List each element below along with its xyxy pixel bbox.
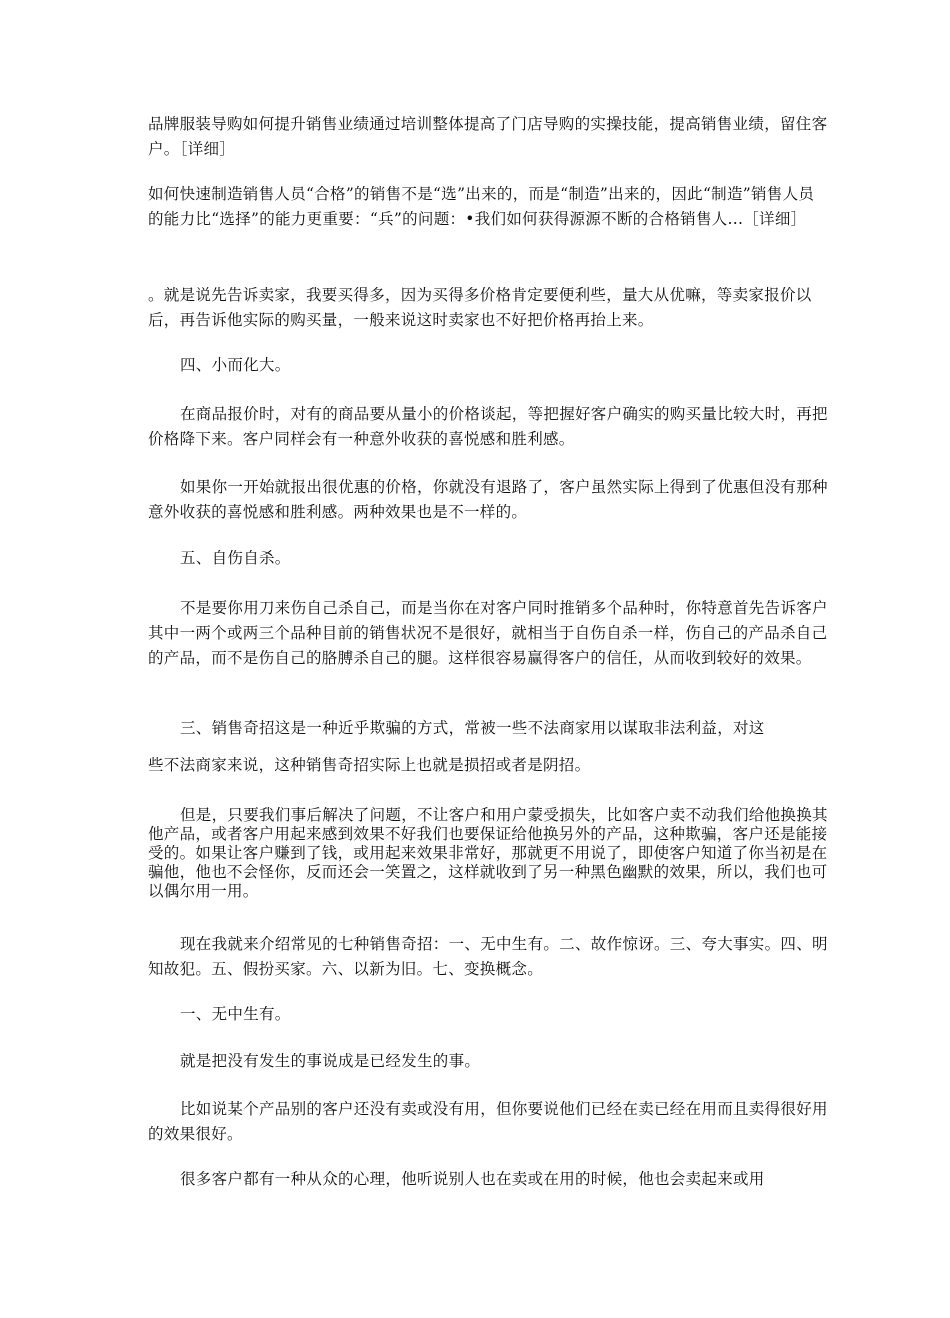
paragraph-herd-mentality: 很多客户都有一种从众的心理，他听说别人也在卖或在用的时候，他也会卖起来或用 (180, 1170, 765, 1188)
paragraph-sales-staff: 如何快速制造销售人员“合格”的销售不是“选”出来的，而是“制造”出来的，因此“制造”销售人员的能力比“选择”的能力更重要：“兵”的问题：•我们如何获得源源不断的合格销售人...［详细］ (148, 185, 815, 228)
heading-four: 四、小而化大。 (180, 356, 291, 374)
heading-five: 五、自伤自杀。 (180, 549, 291, 567)
paragraph-buyer-tactic: 。就是说先告诉卖家，我要买得多，因为买得多价格肯定要便利些，量大从优嘛，等卖家报价以后，再告诉他实际的购买量，一般来说这时卖家也不好把价格再抬上来。 (148, 286, 812, 329)
paragraph-three-continued: 些不法商家来说，这种销售奇招实际上也就是损招或者是阴招。 (148, 756, 591, 774)
paragraph-seven-tricks: 现在我就来介绍常见的七种销售奇招：一、无中生有。二、故作惊讶。三、夸大事实。四、明知故犯。五、假扮买家。六、以新为旧。七、变换概念。 (148, 935, 828, 978)
heading-three: 三、销售奇招这是一种近乎欺骗的方式，常被一些不法商家用以谋取非法利益，对这 (180, 719, 765, 737)
paragraph-self-harm: 不是要你用刀来伤自己杀自己，而是当你在对客户同时推销多个品种时，你特意首先告诉客户其中一两个或两三个品种目前的销售状况不是很好，就相当于自伤自杀一样，伤自己的产品杀自己的产品，而不是伤自己的胳膊杀自己的腿。这样很容易赢得客户的信任，从而收到较好的效果。 (148, 599, 828, 667)
paragraph-brand-clothing: 品牌服装导购如何提升销售业绩通过培训整体提高了门店导购的实操技能，提高销售业绩，留住客户。［详细］ (148, 115, 828, 158)
paragraph-however: 但是，只要我们事后解决了问题，不让客户和用户蒙受损失，比如客户卖不动我们给他换换其他产品，或者客户用起来感到效果不好我们也要保证给他换另外的产品，这种欺骗，客户还是能接受的。如果让客户赚到了钱，或用起来效果非常好，那就更不用说了，即使客户知道了你当初是在骗他，他也不会怪你，反而还会一笑置之，这样就收到了另一种黑色幽默的效果，所以，我们也可以偶尔用一用。 (148, 806, 828, 900)
paragraph-definition: 就是把没有发生的事说成是已经发生的事。 (180, 1052, 481, 1070)
paragraph-quote-price: 在商品报价时，对有的商品要从量小的价格谈起，等把握好客户确实的购买量比较大时，再把价格降下来。客户同样会有一种意外收获的喜悦感和胜利感。 (148, 405, 828, 448)
paragraph-discount: 如果你一开始就报出很优惠的价格，你就没有退路了，客户虽然实际上得到了优惠但没有那种意外收获的喜悦感和胜利感。两种效果也是不一样的。 (148, 478, 828, 521)
heading-one: 一、无中生有。 (180, 1005, 291, 1023)
paragraph-example: 比如说某个产品别的客户还没有卖或没有用，但你要说他们已经在卖已经在用而且卖得很好用的效果很好。 (148, 1100, 828, 1143)
